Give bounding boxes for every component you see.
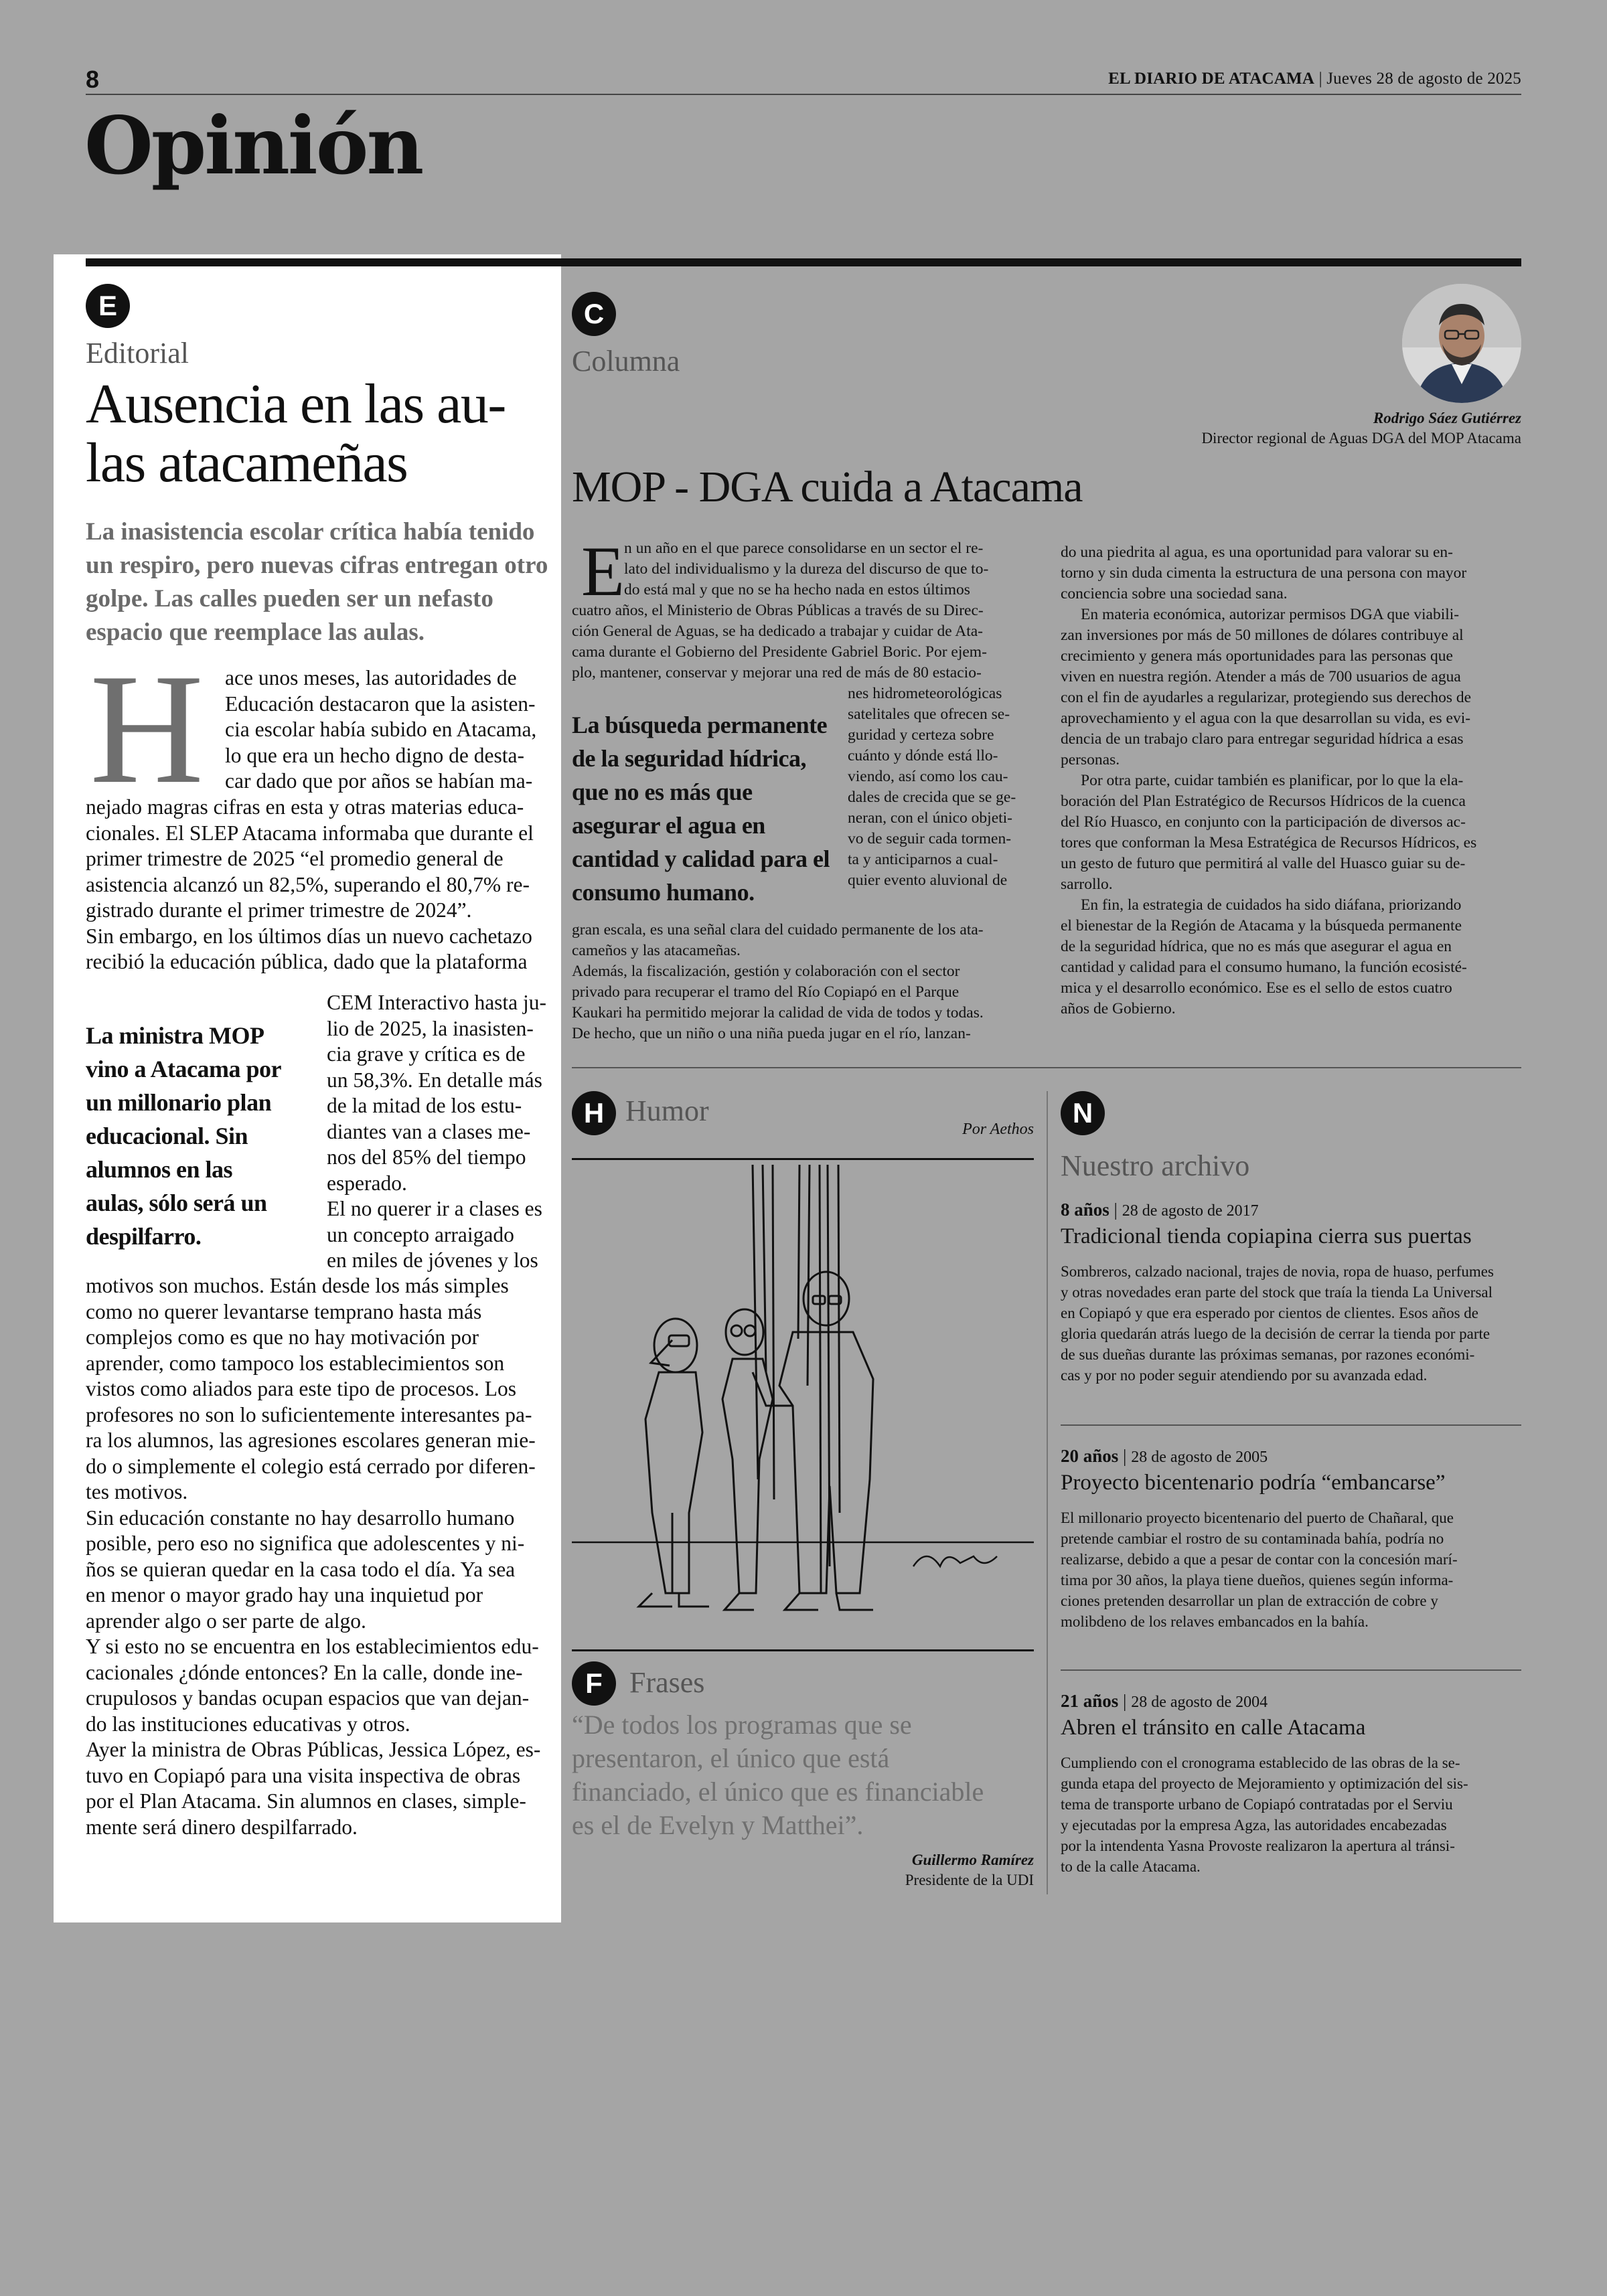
column-line: del Río Huasco, en conjunto con la participación de diversos ac- [1061,813,1466,831]
column-line: guridad y certeza sobre [848,726,994,744]
column-line: tores que conforman la Mesa Estratégica de Recursos Hídricos, es [1061,834,1477,851]
body-line: complejos como es que no hay motivación por [86,1325,479,1349]
column-line: zan inversiones por más de 50 millones de dólares contribuye al [1061,627,1464,644]
column-line: nes hidrometeorológicas [848,685,1002,702]
column-line: ta y anticiparnos a cual- [848,851,998,868]
column-line: do una piedrita al agua, es una oportunidad para valorar su en- [1061,544,1453,561]
column-line: plo, mantener, conservar y mejorar una red de más de 80 estacio- [572,664,982,681]
column-bottom-lines [572,920,1034,1044]
editorial-body-b [86,1273,554,1840]
archivo-title: Proyecto bicentenario podría “embancarse” [1061,1471,1446,1495]
column-line: conciencia sobre una sociedad sana. [1061,585,1288,602]
body-line: cionales. El SLEP Atacama informaba que durante el [86,821,534,845]
body-line: ños se quieran quedar en la casa todo el día. Ya sea [86,1557,516,1581]
body-line: Sin embargo, en los últimos días un nuevo cachetazo [86,924,532,948]
column-line: privado para recuperar el tramo del Río Copiapó en el Parque [572,983,960,1001]
column-full-lines [572,600,1034,683]
column-line: dales de crecida que se ge- [848,789,1016,806]
column-line: vo de seguir cada tormen- [848,830,1012,847]
issue-date: Jueves 28 de agosto de 2025 [1326,70,1521,88]
body-line: posible, pero eso no significa que adolescentes y ni- [86,1532,525,1555]
column-line: aprovechamiento y el agua con la que desarrollan su vida, es evi- [1061,710,1471,727]
archivo-years: 8 años [1061,1200,1109,1220]
frases-author [737,1850,1034,1890]
archivo-title: Tradicional tienda copiapina cierra sus puertas [1061,1224,1472,1248]
column-line: mica y el desarrollo económico. Ese es el sello de estos cuatro [1061,979,1452,997]
body-line: nejado magras cifras en esta y otras materias educa- [86,795,524,819]
body-line: aprender, como tampoco los establecimientos son [86,1351,505,1375]
quote-author-role: Presidente de la UDI [905,1872,1034,1888]
editorial-side-lines [327,990,554,1274]
body-line: car dado que por años se habían ma- [225,769,533,793]
column-line: años de Gobierno. [1061,1000,1176,1017]
column-line: ción General de Aguas, se ha dedicado a trabajar y cuidar de Ata- [572,623,983,640]
body-line: primer trimestre de 2025 “el promedio general de [86,847,504,870]
body-line: vistos como aliados para este tipo de procesos. Los [86,1377,516,1400]
body-line: esperado. [327,1171,407,1195]
editorial-title-line: las atacameñas [86,432,408,494]
body-line: un concepto arraigado [327,1222,514,1246]
column-kicker: Columna [572,345,680,378]
body-line: un 58,3%. En detalle más [327,1068,542,1092]
body-line: tuvo en Copiapó para una visita inspectiva de obras [86,1763,521,1787]
column-line: sarrollo. [1061,876,1113,893]
humor-kicker: Humor [625,1094,709,1127]
column-line: viven en nuestra región. Atender a más de 700 usuarios de agua [1061,668,1461,685]
pull-quote-line: educacional. Sin [86,1123,248,1149]
column-line: cuatro años, el Ministerio de Obras Públicas a través de su Direc- [572,602,984,619]
body-line: gistrado durante el primer trimestre de 2024”. [86,898,472,922]
archivo-body [1061,1752,1521,1877]
masthead-separator: | [1318,70,1322,88]
body-line: CEM Interactivo hasta ju- [327,991,547,1014]
archivo-item: 21 años | 28 de agosto de 2004 Abren el tránsito en calle Atacama Cumpliendo con el cronograma establecido de las obras de la se- gunda etapa del proyecto de Mejoramiento y optimización del sis- tema de transporte urbano de Copiapó contratadas por el Serviu y ejecutadas por la empresa Agza, las autoridades encabezadas por la intendenta Yasna Provoste realizaron la apertura al tránsi- to de la calle Atacama. [1061,1691,1521,1877]
body-line: en miles de jóvenes y los [327,1248,538,1272]
column-line: cameños y las atacameñas. [572,942,741,959]
column-line: do está mal y que no se ha hecho nada en estos últimos [624,581,970,598]
column-line: cuánto y dónde está llo- [848,747,998,764]
body-line: Y si esto no se encuentra en los establecimientos edu- [86,1635,539,1658]
column-line: En materia económica, autorizar permisos DGA que viabili- [1081,606,1460,623]
body-line: motivos son muchos. Están desde los más simples [86,1274,509,1297]
column-badge: C [572,292,616,336]
column-side-lines [848,683,1034,891]
body-line: Educación destacaron que la asisten- [225,691,536,716]
archivo-badge: N [1061,1091,1105,1135]
section-title: Opinión [84,99,423,192]
pull-quote-line: asegurar el agua en [572,812,765,839]
pull-quote-line: consumo humano. [572,879,755,906]
column-line: lato del individualismo y la dureza del discurso de que to- [624,560,989,578]
humor-badge: H [572,1091,616,1135]
archivo-line: y ejecutadas por la empresa Agza, las autoridades encabezadas [1061,1817,1447,1833]
column-line: personas. [1061,751,1120,768]
body-line: crupulosos y bandas ocupan espacios que van dejan- [86,1686,530,1710]
frases-badge: F [572,1661,616,1706]
body-line: lio de 2025, la inasisten- [327,1016,534,1040]
archivo-item: 20 años | 28 de agosto de 2005 Proyecto bicentenario podría “embancarse” El millonario proyecto bicentenario del puerto de Chañaral, que pretende cambiar el rostro de su contaminada bahía, podría no realizarse, debido a que a pesar de contar con la concesión marí- tima por 30 años, la playa tiene dueños, quienes según informa- ciones pretenden desarrollar un plan de extracción de cobre y molibdeno de los relaves embancados en la bahía. [1061,1446,1521,1632]
column-line: neran, con el único objeti- [848,809,1013,827]
column-line: Además, la fiscalización, gestión y colaboración con el sector [572,963,960,980]
body-line: ace unos meses, las autoridades de [225,666,517,689]
archivo-kicker: Nuestro archivo [1061,1149,1250,1182]
archivo-years: 20 años [1061,1446,1119,1466]
archivo-date: 28 de agosto de 2017 [1122,1202,1259,1220]
column-line: quier evento aluvional de [848,872,1008,889]
author-name: Rodrigo Sáez Gutiérrez [1373,410,1521,426]
quote-line: financiado, el único que es financiable [572,1777,984,1807]
archivo-line: y otras novedades eran parte del stock que traía la tienda La Universal [1061,1284,1493,1301]
body-line: como no querer levantarse temprano hasta más [86,1299,482,1323]
column-line: n un año en el que parece consolidarse en un sector el re- [624,540,984,557]
column-line: satelitales que ofrecen se- [848,706,1010,723]
body-line: cacionales ¿dónde entonces? En la calle, donde ine- [86,1660,523,1684]
archivo-date: 28 de agosto de 2005 [1131,1449,1268,1466]
column-line: de la seguridad hídrica, que no es más que asegurar el agua en [1061,938,1452,955]
body-line: profesores no son lo suficientemente interesantes pa- [86,1402,532,1426]
column-line: cantidad y calidad para el consumo humano, la función ecosisté- [1061,959,1467,976]
column-line: el bienestar de la Región de Atacama y la búsqueda permanente [1061,917,1462,934]
column-line: viendo, así como los cau- [848,768,1008,785]
pull-quote-line: La ministra MOP [86,1022,264,1049]
body-line: do o simplemente el colegio está cerrado por diferen- [86,1454,536,1478]
pull-quote-line: de la seguridad hídrica, [572,745,807,772]
body-line: diantes van a clases me- [327,1119,531,1143]
author-photo [1402,284,1521,403]
body-line: do las instituciones educativas y otros. [86,1712,410,1736]
body-line: asistencia alcanzó un 82,5%, superando el 80,7% re- [86,872,530,896]
pull-quote-line: un millonario plan [86,1089,272,1116]
archivo-line: gunda etapa del proyecto de Mejoramiento y optimización del sis- [1061,1775,1468,1792]
column-line: cama durante el Gobierno del Presidente Gabriel Boric. Por ejem- [572,643,987,661]
archivo-line: Sombreros, calzado nacional, trajes de novia, ropa de huaso, perfumes [1061,1263,1494,1280]
column-line: gran escala, es una señal clara del cuidado permanente de los ata- [572,921,984,938]
pull-quote-line: despilfarro. [86,1223,202,1250]
section-rule [86,258,1521,266]
pull-quote-line: alumnos en las [86,1156,233,1183]
archivo-years: 21 años [1061,1691,1119,1711]
archivo-line: Cumpliendo con el cronograma establecido de las obras de la se- [1061,1754,1460,1771]
editorial-badge: E [86,284,130,328]
column-line: Kaukari ha permitido mejorar la calidad de vida de todos y todas. [572,1004,984,1021]
body-line: tes motivos. [86,1480,188,1503]
body-line: lo que era un hecho digno de desta- [225,743,524,767]
archivo-line: to de la calle Atacama. [1061,1858,1201,1875]
pull-quote-line: vino a Atacama por [86,1056,281,1082]
body-line: por el Plan Atacama. Sin alumnos en clases, simple- [86,1789,526,1813]
body-line: El no querer ir a clases es [327,1197,542,1220]
header-rule [86,94,1521,95]
pull-quote-line: que no es más que [572,778,753,805]
quote-line: es el de Evelyn y Matthei”. [572,1810,864,1840]
column-line: con el fin de ayudarles a regularizar, protegiendo sus derechos de [1061,689,1472,706]
editorial-body-a [86,795,554,975]
column-line: crecimiento y genera más oportunidades para las personas que [1061,647,1453,665]
editorial-title [86,375,548,493]
editorial-title-line: Ausencia en las au- [86,373,506,435]
author-role: Director regional de Aguas DGA del MOP Atacama [1201,430,1521,446]
body-line: recibió la educación pública, dado que la plataforma [86,950,528,973]
archivo-line: en Copiapó y que era esperado por cientos de clientes. Esos años de [1061,1305,1478,1321]
newspaper-name: EL DIARIO DE ATACAMA [1108,70,1315,88]
archivo-line: tima por 30 años, la playa tiene dueños, quienes según informa- [1061,1572,1454,1588]
archivo-rule [1061,1424,1521,1426]
editorial-pull-quote [86,1019,320,1253]
body-line: Ayer la ministra de Obras Públicas, Jessica López, es- [86,1738,541,1761]
column-title: MOP - DGA cuida a Atacama [572,463,1083,511]
pull-quote-line: La búsqueda permanente [572,712,828,738]
humor-rule [572,1158,1034,1160]
body-line: ra los alumnos, las agresiones escolares generan mie- [86,1428,536,1452]
editorial-dropcap-lines [225,665,546,795]
archivo-line: de sus dueñas durante las próximas semanas, por razones económi- [1061,1346,1475,1363]
editorial-lead: La inasistencia escolar crítica había tenido un respiro, pero nuevas cifras entregan otro golpe. Las calles pueden ser un nefasto espacio que reemplace las aulas. [86,518,548,646]
archivo-line: cas y por no poder seguir atendiendo por su avanzada edad. [1061,1367,1428,1384]
archivo-line: realizarse, debido a que a pesar de contar con la concesión marí- [1061,1551,1458,1568]
archivo-line: ciones pretenden desarrollar un plan de extracción de cobre y [1061,1592,1438,1609]
body-line: nos del 85% del tiempo [327,1145,526,1169]
column-second-col [1061,542,1521,1019]
archivo-line: pretende cambiar el rostro de su contaminada bahía, podría no [1061,1530,1444,1547]
body-line: aprender algo o ser parte de algo. [86,1609,366,1633]
humor-cartoon [572,1165,1034,1633]
column-top-lines [624,538,1034,600]
column-line: Por otra parte, cuidar también es planificar, por lo que la ela- [1081,772,1464,789]
column-line: un gesto de futuro que permitirá al valle del Huasco guiar su de- [1061,855,1466,872]
masthead [1108,70,1521,88]
body-line: cia grave y crítica es de [327,1042,526,1066]
column-line: torno y sin duda cimenta la estructura de una persona con mayor [1061,564,1467,582]
body-line: cia escolar había subido en Atacama, [225,718,537,741]
pull-quote-line: aulas, sólo será un [86,1190,267,1216]
column-author [1053,408,1521,448]
column-pull-quote [572,708,846,909]
body-line: mente será dinero despilfarrado. [86,1815,358,1839]
page-number: 8 [86,66,100,93]
frases-quote [572,1708,1034,1842]
humor-byline: Por Aethos [962,1121,1034,1138]
column-line: dencia de un trabajo claro para entregar seguridad hídrica a esas [1061,730,1464,748]
archivo-title: Abren el tránsito en calle Atacama [1061,1716,1366,1740]
pull-quote-line: cantidad y calidad para el [572,845,830,872]
archivo-line: por la intendenta Yasna Provoste realizaron la apertura al tránsi- [1061,1837,1455,1854]
archivo-rule [1061,1669,1521,1671]
frases-kicker: Frases [629,1666,705,1699]
archivo-date: 28 de agosto de 2004 [1131,1694,1268,1711]
quote-author-name: Guillermo Ramírez [911,1852,1034,1868]
body-line: de la mitad de los estu- [327,1094,522,1117]
column-line: De hecho, que un niño o una niña pueda jugar en el río, lanzan- [572,1025,971,1042]
quote-line: “De todos los programas que se [572,1710,912,1740]
archivo-line: molibdeno de los relaves embancados en la bahía. [1061,1613,1369,1630]
column-line: En fin, la estrategia de cuidados ha sido diáfana, priorizando [1081,896,1462,914]
archivo-line: El millonario proyecto bicentenario del puerto de Chañaral, que [1061,1509,1454,1526]
column-drop-cap: E [581,532,625,610]
archivo-body [1061,1261,1521,1386]
humor-top-rule [572,1067,1521,1068]
column-line: boración del Plan Estratégico de Recursos Hídricos de la cuenca [1061,793,1466,810]
frases-rule [572,1649,1034,1651]
body-line: en menor o mayor grado hay una inquietud por [86,1583,483,1607]
archivo-item: 8 años | 28 de agosto de 2017 Tradicional tienda copiapina cierra sus puertas Sombreros, calzado nacional, trajes de novia, ropa de huaso, perfumes y otras novedades eran parte del stock que traía la tienda La Universal en Copiapó y que era esperado por cientos de clientes. Esos años de gloria quedarán atrás luego de la decisión de cerrar la tienda por parte de sus dueñas durante las próximas semanas, por razones económi- cas y por no poder seguir atendiendo por su avanzada edad. [1061,1200,1521,1386]
column-divider [1047,1091,1048,1894]
quote-line: presentaron, el único que está [572,1743,890,1773]
editorial-kicker: Editorial [86,337,189,370]
archivo-body [1061,1507,1521,1632]
archivo-line: tema de transporte urbano de Copiapó contratadas por el Serviu [1061,1796,1453,1813]
body-line: Sin educación constante no hay desarrollo humano [86,1505,515,1530]
archivo-line: gloria quedarán atrás luego de la decisión de cerrar la tienda por parte [1061,1325,1490,1342]
editorial-drop-cap: H [90,642,204,817]
